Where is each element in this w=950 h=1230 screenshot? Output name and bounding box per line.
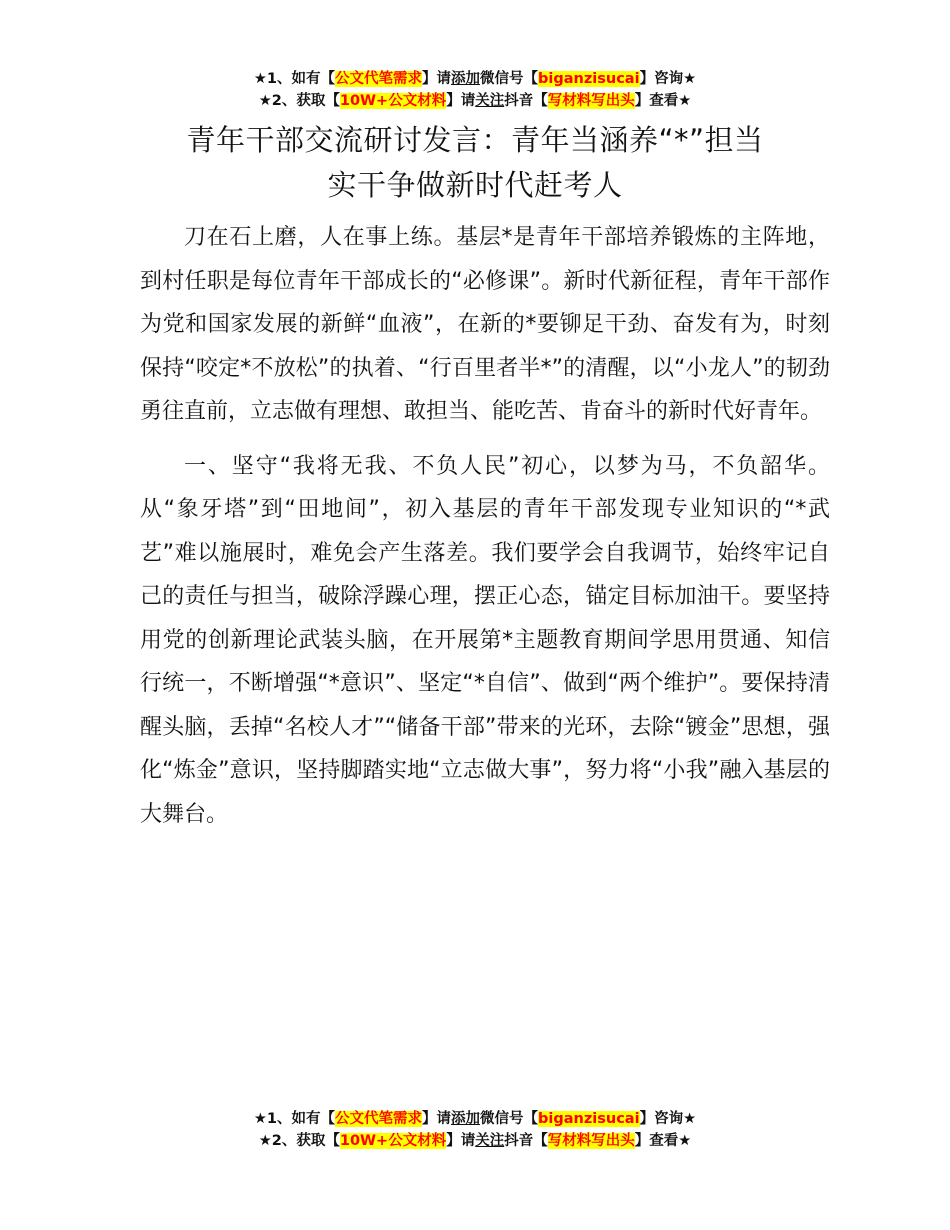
promo-line-2 — [0, 90, 950, 112]
title-line-1: 青年干部交流研讨发言：青年当涵养“*”担当 — [186, 123, 764, 157]
body-paragraph-2: 一、坚守“我将无我、不负人民”初心，以梦为马，不负韶华。从“象牙塔”到“田地间”，初入基层的青年干部发现专业知识的“*武艺”难以施展时，难免会产生落差。我们要学会自我调节，始终牢记自己的责任与担当，破除浮躁心理，摆正心态，锚定目标加油干。要坚持用党的创新理论武装头脑，在开展第*主题教育期间学思用贯通、知信行统一，不断增强“*意识”、坚定“*自信”、做到“两个维护”。要保持清醒头脑，丢掉“名校人才”“储备干部”带来的光环，去除“镀金”思想，强化“炼金”意识，坚持脚踏实地“立志做大事”，努力将“小我”融入基层的大舞台。 — [140, 453, 831, 827]
promo-text: ★2、获取【 — [258, 93, 340, 109]
promo-text: ★1、如有【 — [253, 1111, 336, 1127]
promo-emphasis: 关注 — [475, 93, 505, 109]
title-line-2: 实干争做新时代赶考人 — [327, 168, 623, 202]
promo-emphasis: 添加 — [451, 1111, 481, 1127]
document-body — [140, 216, 830, 847]
promo-text: 】请 — [446, 1133, 476, 1149]
promo-emphasis: 添加 — [451, 71, 481, 87]
promo-text: ★2、获取【 — [258, 1133, 340, 1149]
promo-text: 】查看★ — [634, 1133, 692, 1149]
promo-line-1 — [0, 68, 950, 90]
promo-text: 】查看★ — [634, 93, 692, 109]
promo-text: 微信号【 — [480, 1111, 539, 1127]
promo-line-2 — [0, 1130, 950, 1152]
promo-text: 】咨询★ — [639, 71, 697, 87]
promo-text: ★1、如有【 — [253, 71, 336, 87]
promo-text: 】请 — [422, 71, 452, 87]
promo-highlight: biganzisucai — [538, 1111, 640, 1127]
promo-highlight: 10W+公文材料 — [339, 93, 447, 109]
promo-text: 抖音【 — [504, 1133, 548, 1149]
promo-text: 】请 — [422, 1111, 452, 1127]
promo-highlight: 公文代笔需求 — [335, 71, 423, 87]
document-title — [130, 118, 820, 208]
body-paragraph-1: 刀在石上磨，人在事上练。基层*是青年干部培养锻炼的主阵地，到村任职是每位青年干部成长的“必修课”。新时代新征程，青年干部作为党和国家发展的新鲜“血液”，在新的*要铆足干劲、奋发有为，时刻保持“咬定*不放松”的执着、“行百里者半*”的清醒，以“小龙人”的韧劲勇往直前，立志做有理想、敢担当、能吃苦、肯奋斗的新时代好青年。 — [140, 225, 830, 424]
promo-line-1 — [0, 1108, 950, 1130]
promo-text: 】咨询★ — [639, 1111, 697, 1127]
promo-highlight: 写材料写出头 — [547, 93, 635, 109]
promo-text: 】请 — [446, 93, 476, 109]
promo-highlight: biganzisucai — [538, 71, 640, 87]
promo-highlight: 公文代笔需求 — [335, 1111, 423, 1127]
promo-highlight: 写材料写出头 — [547, 1133, 635, 1149]
footer-promo-banner — [0, 1108, 950, 1152]
promo-text: 微信号【 — [480, 71, 539, 87]
promo-text: 抖音【 — [504, 93, 548, 109]
header-promo-banner — [0, 68, 950, 112]
promo-highlight: 10W+公文材料 — [339, 1133, 447, 1149]
promo-emphasis: 关注 — [475, 1133, 505, 1149]
